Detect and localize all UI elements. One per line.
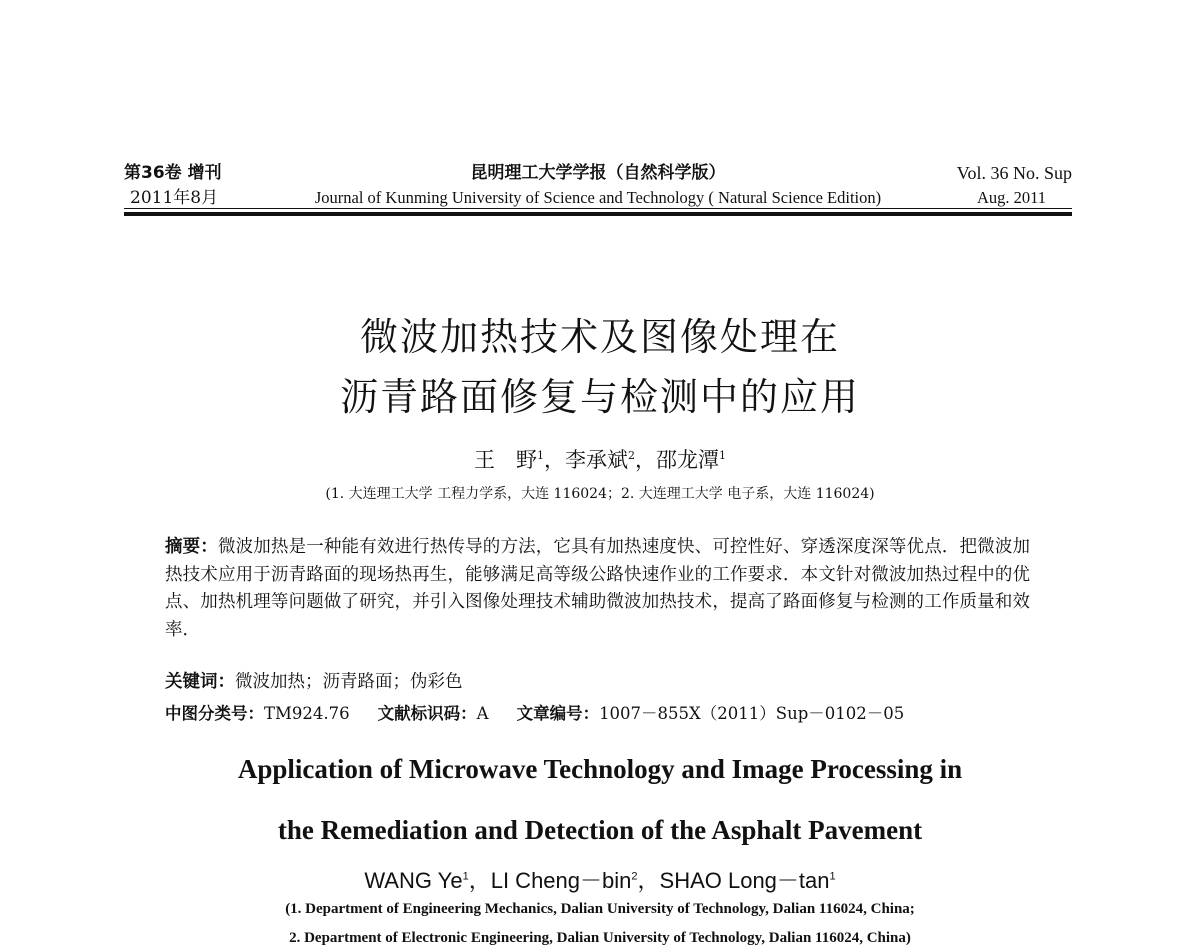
article-number-label: 文章编号： [516,704,600,723]
date-cn: 2011年8月 [130,188,219,208]
article-number-value: 1007－855X（2011）Sup－0102－05 [599,704,905,723]
author-cn-3-affil: 1 [719,449,726,462]
abstract [165,534,1030,644]
author-en-3-affil: 1 [829,870,836,883]
affiliation-en-line1: (1. Department of Engineering Mechanics, Dalian University of Technology, Dalian 116024, China; [285,901,915,917]
affiliation-en-line2: 2. Department of Electronic Engineering, Dalian University of Technology, Dalian 116024, China) [289,930,911,946]
journal-title-cn: 昆明理工大学学报（自然科学版） [470,163,726,183]
authors-cn [0,444,1200,474]
doc-code-value: A [476,704,489,723]
clc-label: 中图分类号： [165,704,264,723]
authors-en [0,864,1200,895]
affiliation-cn: (1. 大连理工大学 工程力学系，大连 116024；2. 大连理工大学 电子系，大连 116024) [325,486,875,502]
author-cn-1-affil: 1 [537,449,544,462]
author-cn-2-affil: 2 [628,449,635,462]
keywords-text: 微波加热；沥青路面；伪彩色 [235,672,463,692]
author-en-2: LI Cheng－bin [490,868,632,893]
title-cn-line2: 沥青路面修复与检测中的应用 [339,375,860,419]
clc-value: TM924.76 [264,704,350,723]
keywords [165,668,463,693]
author-cn-3: 邵龙潭 [656,448,719,472]
author-separator: ， [468,868,491,893]
abstract-text: 微波加热是一种能有效进行热传导的方法，它具有加热速度快、可控性好、穿透深度深等优点．把微波加热技术应用于沥青路面的现场热再生，能够满足高等级公路快速作业的工作要求．本文针对微波加热过程中的优点、加热机理等问题做了研究，并引入图像处理技术辅助微波加热技术，提高了路面修复与检测的工作质量和效率． [165,537,1030,640]
author-en-2-affil: 2 [631,870,638,883]
title-en-line2: the Remediation and Detection of the Asphalt Pavement [277,815,923,845]
abstract-label: 摘要： [165,537,218,557]
author-en-1: WANG Ye [364,868,463,893]
title-en-line1: Application of Microwave Technology and Image Processing in [237,754,963,784]
classification-line [165,700,904,724]
author-cn-2: 李承斌 [565,448,628,472]
header-rule-thin [124,208,1072,209]
volume-en: Vol. 36 No. Sup [956,163,1072,183]
date-en: Aug. 2011 [976,188,1046,207]
volume-cn: 第36卷 增刊 [124,163,222,183]
journal-title-en: Journal of Kunming University of Science and Technology ( Natural Science Edition) [314,188,882,207]
author-en-3: SHAO Long－tan [659,868,830,893]
doc-code-label: 文献标识码： [377,704,477,723]
keywords-label: 关键词： [165,672,235,692]
header-rule-thick [124,212,1072,216]
author-en-1-affil: 1 [462,870,469,883]
author-separator: ， [635,448,656,472]
author-separator: ， [637,868,660,893]
author-cn-1: 王 野 [474,448,537,472]
author-separator: ， [544,448,565,472]
title-cn-line1: 微波加热技术及图像处理在 [359,315,840,359]
